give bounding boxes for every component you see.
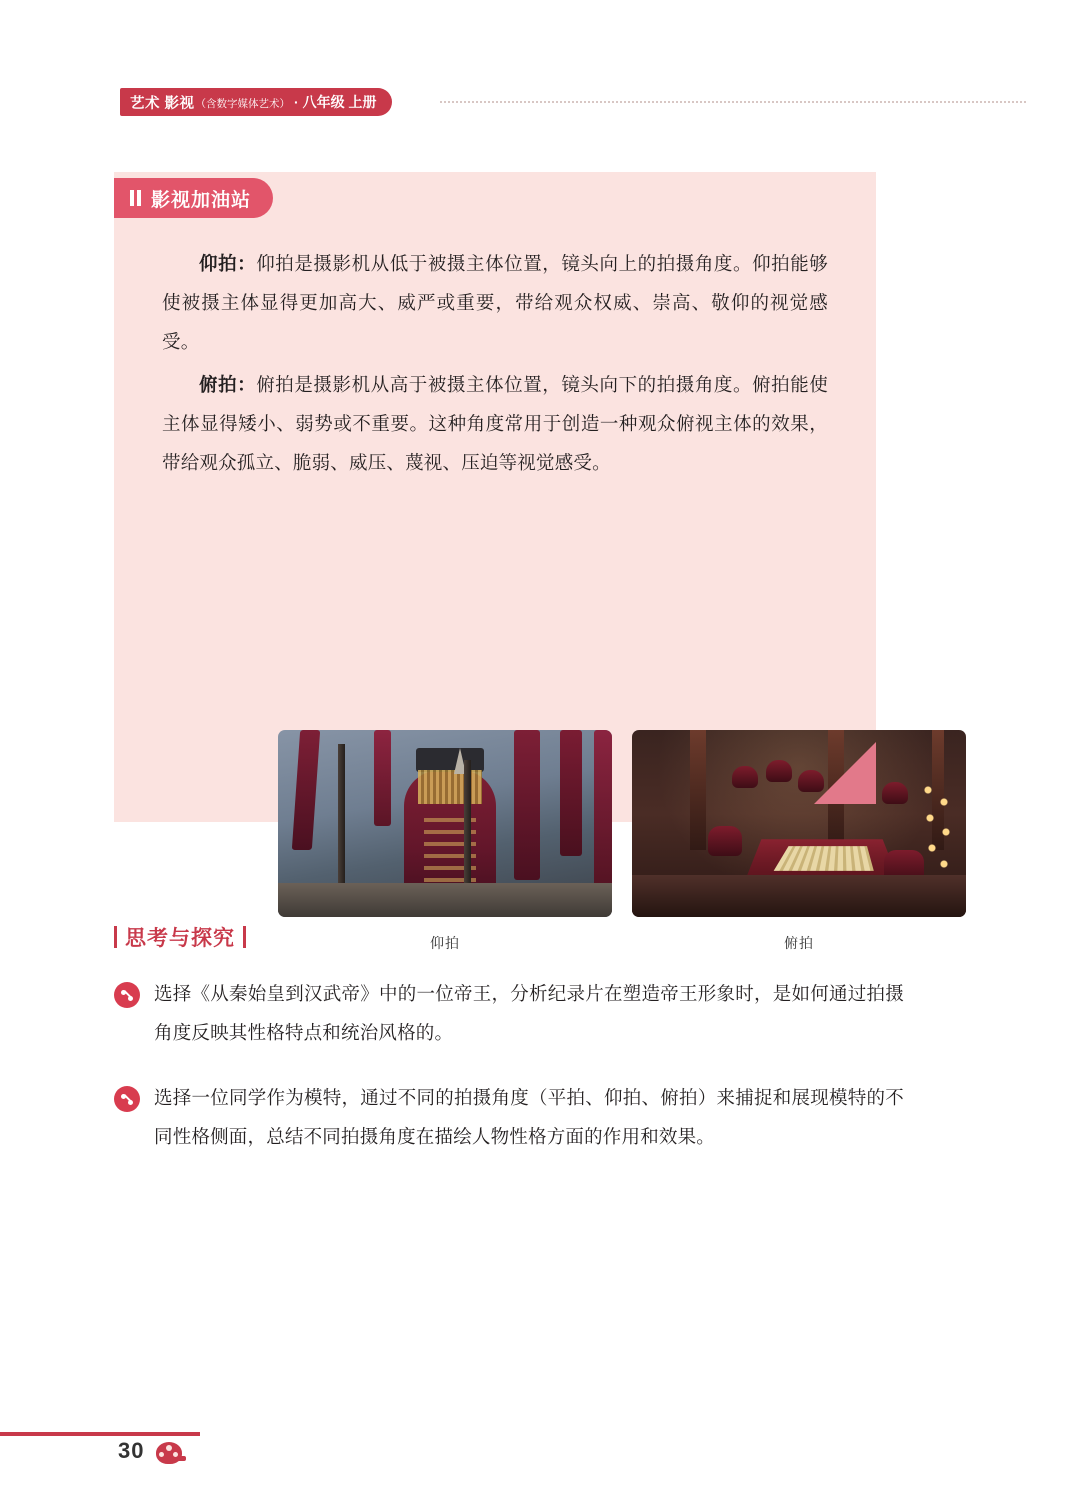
heading-bar-right-icon: [243, 926, 246, 948]
figure-low-angle: [278, 730, 612, 953]
figure-high-angle: [632, 730, 966, 953]
list-item: [114, 974, 904, 1052]
heading-bar-left-icon: [114, 926, 117, 948]
section-heading-label: 思考与探究: [125, 927, 235, 950]
section-heading-think: [114, 922, 246, 952]
footer-rule: [0, 1432, 200, 1436]
film-dot-icon: [114, 982, 140, 1008]
figure-image-high-angle: [632, 730, 966, 917]
paragraph-high-angle: 俯拍：俯拍是摄影机从高于被摄主体位置，镜头向下的拍摄角度。俯拍能使主体显得矮小、弱势或不重要。这种角度常用于创造一种观众俯视主体的效果，带给观众孤立、脆弱、威压、蔑视、压迫等视觉感受。: [162, 374, 828, 473]
film-dot-icon: [114, 1086, 140, 1112]
list-item: [114, 1078, 904, 1156]
subject-tag: [120, 88, 392, 116]
page-fold-corner-icon: [814, 742, 876, 804]
subject-subtitle: （含数字媒体艺术）: [195, 97, 291, 110]
figure-caption: 俯拍: [784, 935, 814, 951]
page-number: 30: [118, 1438, 145, 1463]
film-reel-icon: [156, 1440, 186, 1466]
question-text: 选择一位同学作为模特，通过不同的拍摄角度（平拍、仰拍、俯拍）来捕捉和展现模特的不同性格侧面，总结不同拍摄角度在描绘人物性格方面的作用和效果。: [154, 1087, 904, 1147]
tip-panel-title-label: 影视加油站: [151, 189, 252, 211]
figure-image-low-angle: [278, 730, 612, 917]
figure-caption: 仰拍: [430, 935, 460, 951]
tip-panel-title: [114, 178, 273, 218]
dotted-rule-icon: [440, 101, 1026, 103]
question-list: [114, 974, 904, 1182]
question-text: 选择《从秦始皇到汉武帝》中的一位帝王，分析纪录片在塑造帝王形象时，是如何通过拍摄角度反映其性格特点和统治风格的。: [154, 983, 904, 1043]
paragraph-low-angle: 仰拍：仰拍是摄影机从低于被摄主体位置，镜头向上的拍摄角度。仰拍能够使被摄主体显得更加高大、威严或重要，带给观众权威、崇高、敬仰的视觉感受。: [162, 253, 828, 352]
tip-panel-body: [162, 244, 828, 486]
pause-bars-icon: [130, 190, 141, 206]
page-header: [120, 88, 920, 116]
subject-name: 艺术 影视: [130, 95, 195, 112]
grade-label: · 八年级 上册: [294, 94, 377, 110]
